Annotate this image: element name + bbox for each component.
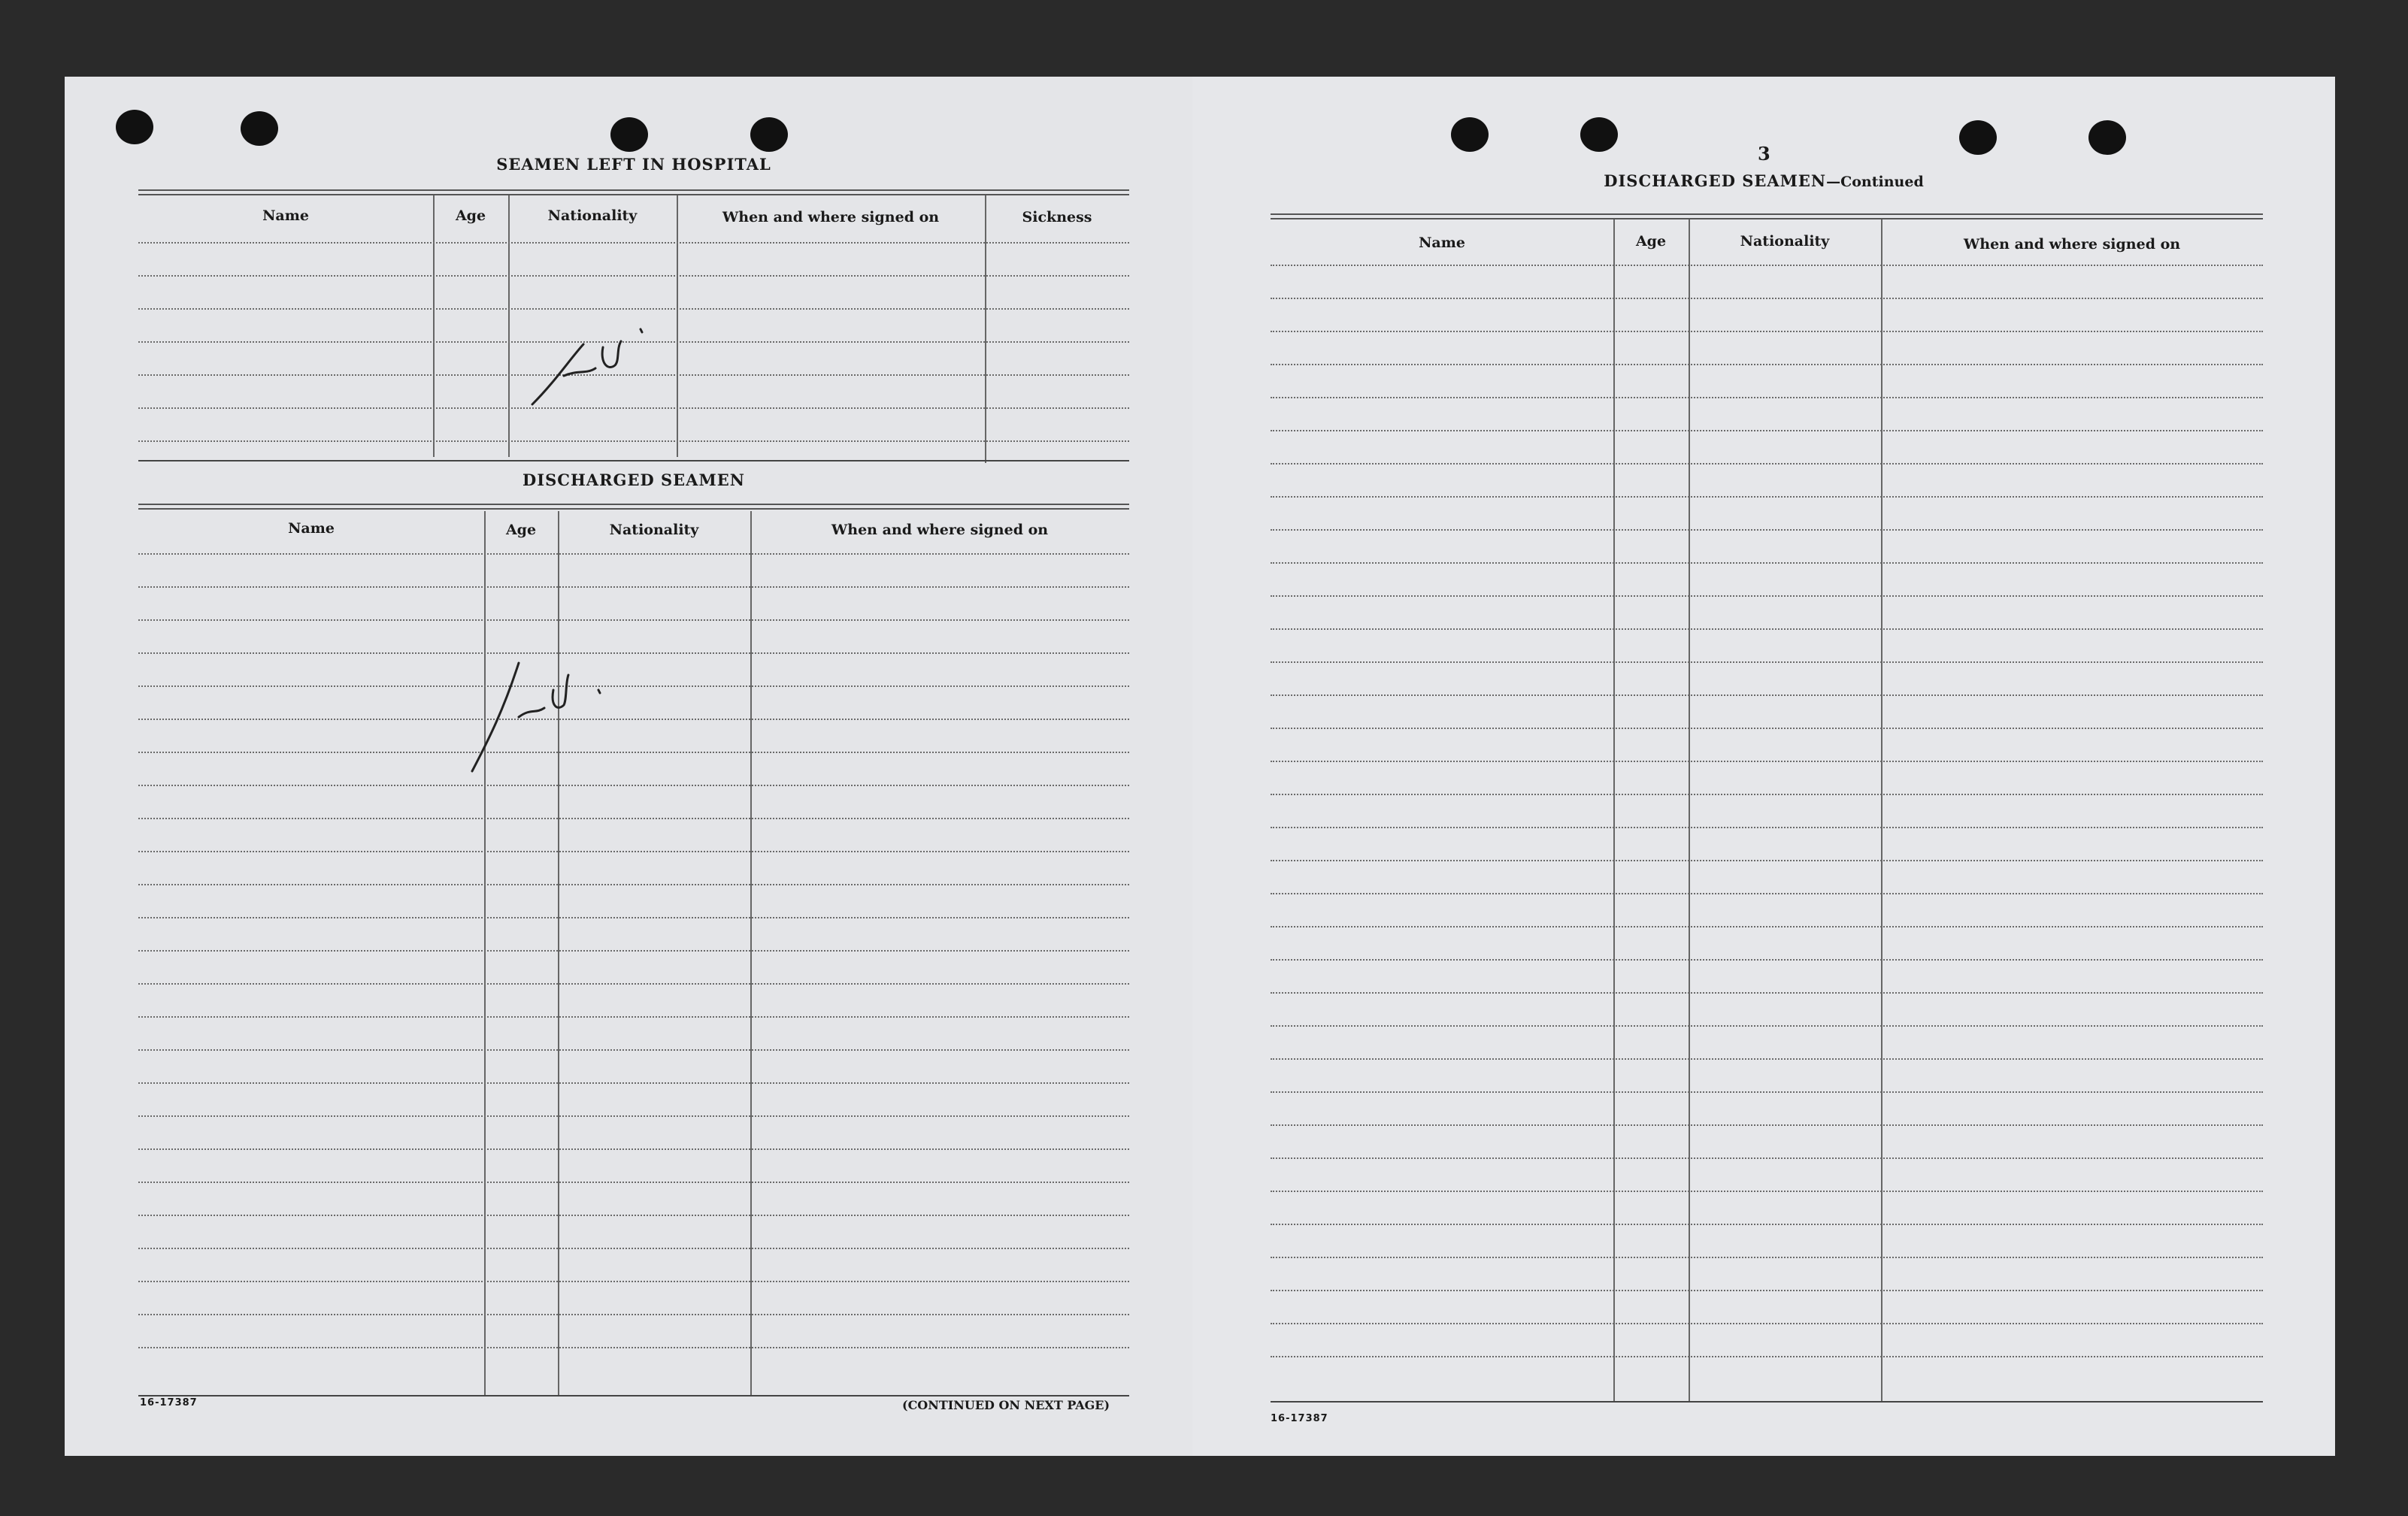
right-page xyxy=(1192,77,2335,1456)
punch-hole-icon xyxy=(2088,120,2126,155)
col-header-name: Name xyxy=(1419,235,1465,251)
title-continued: —Continued xyxy=(1826,174,1924,190)
page-number: 3 xyxy=(1758,143,1770,165)
form-number: 16-17387 xyxy=(140,1397,198,1409)
hospital-section-title: SEAMEN LEFT IN HOSPITAL xyxy=(496,155,771,174)
punch-hole-icon xyxy=(750,117,788,152)
table-top-rule xyxy=(1271,213,2263,219)
handwritten-nil-mark xyxy=(466,642,647,777)
col-header-age: Age xyxy=(455,207,486,224)
form-number: 16-17387 xyxy=(1271,1413,1328,1424)
col-header-age: Age xyxy=(505,522,537,538)
col-header-age: Age xyxy=(1635,233,1667,250)
table-top-rule xyxy=(138,189,1129,195)
col-header-nationality: Nationality xyxy=(609,522,699,538)
col-header-name: Name xyxy=(288,520,335,537)
col-header-signed-on: When and where signed on xyxy=(1963,236,2181,253)
title-main: DISCHARGED SEAMEN xyxy=(1604,171,1827,190)
punch-hole-icon xyxy=(241,111,278,146)
left-page xyxy=(65,77,1192,1456)
punch-hole-icon xyxy=(1451,117,1489,152)
punch-hole-icon xyxy=(1580,117,1618,152)
continued-note: (CONTINUED ON NEXT PAGE) xyxy=(902,1398,1110,1412)
discharged-continued-title xyxy=(1523,171,2004,190)
col-header-signed-on: When and where signed on xyxy=(831,522,1049,538)
col-header-nationality: Nationality xyxy=(1740,233,1830,250)
col-header-nationality: Nationality xyxy=(547,207,638,224)
discharged-continued-table xyxy=(1271,213,2263,1484)
table-top-rule xyxy=(138,504,1129,510)
handwritten-nil-mark xyxy=(525,322,705,412)
discharged-section-title: DISCHARGED SEAMEN xyxy=(522,471,745,489)
punch-hole-icon xyxy=(116,110,153,144)
col-header-sickness: Sickness xyxy=(1022,209,1092,225)
col-header-name: Name xyxy=(262,207,309,224)
punch-hole-icon xyxy=(1959,120,1997,155)
punch-hole-icon xyxy=(610,117,648,152)
col-header-signed-on: When and where signed on xyxy=(722,209,940,225)
